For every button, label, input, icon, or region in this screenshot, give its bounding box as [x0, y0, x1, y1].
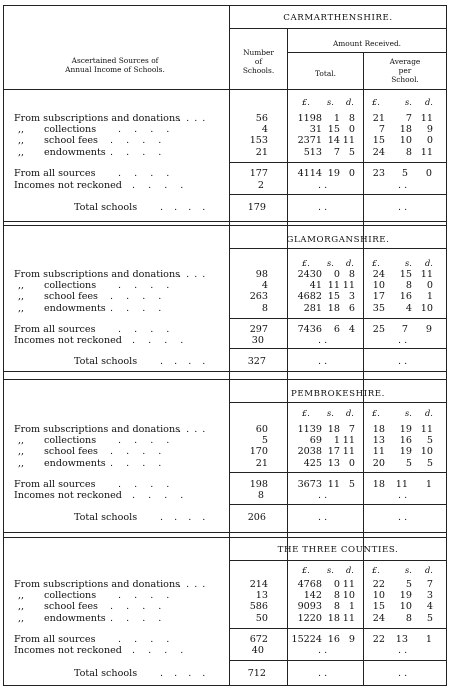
average-pounds: 10	[372, 280, 385, 292]
total-pence: 5	[348, 146, 355, 158]
total-schools: 206	[247, 512, 266, 523]
number-of-schools: 177	[249, 168, 268, 179]
leader-dots: . . . .	[110, 135, 167, 147]
average-shillings: 4	[405, 302, 412, 314]
county-title: GLAMORGANSHIRE.	[286, 235, 390, 245]
average-pounds: 15	[372, 135, 385, 147]
total-pence: 7	[348, 424, 355, 435]
ditto-mark: ,,	[18, 435, 25, 447]
row-label-fees: school fees	[44, 135, 98, 147]
number-of-schools: 56	[255, 113, 268, 124]
total-shillings: 1	[333, 113, 340, 124]
number-of-schools: 8	[261, 302, 268, 314]
ditto-mark: ,,	[18, 302, 25, 314]
county-end-rule	[3, 221, 447, 222]
number-of-schools: 214	[249, 579, 268, 590]
number-of-schools: 198	[249, 479, 268, 490]
nil-mark: . .	[318, 645, 328, 656]
number-of-schools: 21	[255, 146, 268, 158]
total-pence: 0	[348, 168, 355, 179]
nil-mark: . .	[398, 356, 408, 367]
number-of-schools: 4	[261, 280, 268, 292]
row-label-total-schools: Total schools	[74, 512, 138, 523]
total-shillings: 18	[327, 612, 340, 624]
row-label-endow: endowments	[44, 146, 106, 158]
number-of-schools: 60	[255, 424, 268, 435]
unit-pounds: £.	[302, 565, 310, 575]
ditto-mark: ,,	[18, 457, 25, 469]
total-pounds: 4768	[297, 579, 322, 590]
leader-dots: . . . .	[178, 269, 207, 280]
total-pence: 6	[348, 302, 355, 314]
nil-mark: . .	[318, 356, 328, 367]
average-pounds: 17	[372, 291, 385, 303]
total-shillings: 11	[327, 280, 340, 292]
total-pence: 5	[348, 479, 355, 490]
total-shillings: 13	[327, 457, 340, 469]
rows-rule	[230, 162, 447, 163]
county-top-rule	[3, 225, 447, 226]
total-pounds: 1220	[297, 612, 322, 624]
average-shillings: 11	[395, 479, 408, 490]
average-shillings: 15	[399, 269, 412, 280]
row-label-collections: collections	[44, 590, 97, 602]
row-label-total-schools: Total schools	[74, 668, 138, 679]
total-pounds: 69	[309, 435, 322, 447]
number-of-schools: 21	[255, 457, 268, 469]
average-pence: 0	[425, 168, 432, 179]
total-rule	[230, 348, 447, 349]
number-header-line1: Number	[243, 48, 274, 57]
rows-rule	[230, 318, 447, 319]
unit-shillings: s.	[405, 408, 412, 418]
total-pounds: 281	[303, 302, 322, 314]
nil-mark: . .	[398, 180, 408, 191]
number-of-schools: 170	[249, 446, 268, 458]
total-pence: 0	[348, 457, 355, 469]
nil-mark: . .	[398, 645, 408, 656]
nil-mark: . .	[318, 512, 328, 523]
total-pounds: 1139	[297, 424, 322, 435]
column-header-rule	[3, 89, 447, 90]
leader-dots: . . . .	[110, 291, 167, 303]
leader-dots: . . . .	[110, 612, 167, 624]
leader-dots: . . . .	[118, 590, 175, 602]
average-pence: 10	[420, 302, 433, 314]
total-pounds: 41	[309, 280, 322, 292]
average-pence: 11	[420, 424, 433, 435]
county-title: THE THREE COUNTIES.	[277, 545, 399, 555]
row-label-fees: school fees	[44, 601, 98, 613]
ditto-mark: ,,	[18, 291, 25, 303]
average-pence: 9	[425, 324, 432, 335]
number-of-schools: 5	[261, 435, 268, 447]
row-label-subscriptions: From subscriptions and donations	[14, 113, 181, 124]
total-pence: 11	[342, 280, 355, 292]
average-pence: 5	[426, 457, 433, 469]
leader-dots: . . . .	[160, 512, 210, 523]
ditto-mark: ,,	[18, 124, 25, 136]
amount-received-header: Amount Received.	[332, 39, 402, 48]
number-not-reckoned: 30	[251, 335, 264, 346]
average-shillings: 5	[405, 579, 412, 590]
total-shillings: 8	[333, 601, 340, 613]
number-of-schools: 672	[249, 634, 268, 645]
total-shillings: 1	[333, 435, 340, 447]
county-title: PEMBROKESHIRE.	[290, 389, 386, 399]
unit-pence: d.	[346, 97, 354, 107]
average-pence: 4	[426, 601, 433, 613]
leader-dots: . . . .	[118, 168, 175, 179]
average-pounds: 15	[372, 601, 385, 613]
leader-dots: . . . .	[118, 280, 175, 292]
average-pence: 1	[425, 479, 432, 490]
total-pounds: 513	[303, 146, 322, 158]
ditto-mark: ,,	[18, 612, 25, 624]
average-shillings: 18	[399, 124, 412, 136]
total-pounds: 2371	[297, 135, 322, 147]
row-label-not-reckoned: Incomes not reckoned	[14, 180, 122, 191]
nil-mark: . .	[318, 335, 328, 346]
ditto-mark: ,,	[18, 146, 25, 158]
leader-dots: . . . .	[132, 490, 189, 501]
leader-dots: . . . .	[118, 479, 175, 490]
total-shillings: 0	[333, 269, 340, 280]
row-label-not-reckoned: Incomes not reckoned	[14, 335, 122, 346]
total-pounds: 1198	[297, 113, 322, 124]
average-pounds: 22	[372, 579, 385, 590]
average-shillings: 10	[399, 601, 412, 613]
county-title: CARMARTHENSHIRE.	[283, 13, 393, 23]
total-shillings: 18	[327, 302, 340, 314]
number-not-reckoned: 8	[257, 490, 264, 501]
average-shillings: 19	[399, 424, 412, 435]
number-not-reckoned: 40	[251, 645, 264, 656]
ditto-mark: ,,	[18, 601, 25, 613]
average-pence: 0	[426, 135, 433, 147]
average-pence: 1	[425, 634, 432, 645]
average-pence: 11	[420, 269, 433, 280]
unit-pounds: £.	[302, 258, 310, 268]
leader-dots: . . . .	[118, 634, 175, 645]
row-label-total-schools: Total schools	[74, 356, 138, 367]
number-of-schools: 98	[255, 269, 268, 280]
average-shillings: 8	[405, 612, 412, 624]
total-pence: 10	[342, 590, 355, 602]
total-schools: 179	[247, 202, 266, 213]
average-shillings: 5	[405, 457, 412, 469]
unit-pounds: £.	[372, 258, 380, 268]
unit-shillings: s.	[327, 408, 334, 418]
average-pence: 5	[426, 612, 433, 624]
leader-dots: . . . .	[160, 356, 210, 367]
unit-shillings: s.	[405, 97, 412, 107]
total-pence: 8	[348, 269, 355, 280]
average-pounds: 20	[372, 457, 385, 469]
total-pounds: 142	[303, 590, 322, 602]
total-shillings: 6	[333, 324, 340, 335]
average-pounds: 18	[372, 424, 385, 435]
ditto-mark: ,,	[18, 446, 25, 458]
average-pence: 3	[426, 590, 433, 602]
total-pence: 11	[342, 579, 355, 590]
sources-header-line1: Ascertained Sources of	[71, 56, 159, 65]
county-top-rule	[3, 379, 447, 380]
number-of-schools: 297	[249, 324, 268, 335]
total-pounds: 7436	[297, 324, 322, 335]
leader-dots: . . . .	[118, 324, 175, 335]
left-rule	[3, 5, 4, 686]
row-label-subscriptions: From subscriptions and donations	[14, 269, 181, 280]
average-pounds: 35	[372, 302, 385, 314]
row-label-fees: school fees	[44, 446, 98, 458]
leader-dots: . . . .	[132, 645, 189, 656]
number-header-line2: of	[254, 57, 263, 66]
total-shillings: 15	[327, 124, 340, 136]
average-header-line3: School.	[391, 75, 419, 84]
leader-dots: . . . .	[132, 180, 189, 191]
unit-pounds: £.	[372, 97, 380, 107]
total-shillings: 0	[333, 579, 340, 590]
average-header-line1: Average	[389, 57, 421, 66]
unit-pounds: £.	[372, 565, 380, 575]
leader-dots: . . . .	[178, 424, 207, 435]
nil-mark: . .	[318, 668, 328, 679]
right-rule	[446, 5, 447, 686]
nil-mark: . .	[398, 335, 408, 346]
average-shillings: 5	[401, 168, 408, 179]
unit-shillings: s.	[405, 565, 412, 575]
total-shillings: 8	[333, 590, 340, 602]
unit-shillings: s.	[327, 565, 334, 575]
unit-pence: d.	[425, 565, 433, 575]
unit-shillings: s.	[327, 97, 334, 107]
number-of-schools: 586	[249, 601, 268, 613]
county-end-rule	[3, 532, 447, 533]
average-header-line2: per	[398, 66, 412, 75]
unit-pounds: £.	[372, 408, 380, 418]
row-label-endow: endowments	[44, 302, 106, 314]
average-shillings: 19	[399, 446, 412, 458]
row-label-subscriptions: From subscriptions and donations	[14, 424, 181, 435]
row-label-collections: collections	[44, 435, 97, 447]
average-shillings: 19	[399, 590, 412, 602]
county-title-rule	[230, 28, 447, 29]
county-title-rule	[230, 248, 447, 249]
leader-dots: . . . .	[118, 435, 175, 447]
total-pence: 11	[342, 435, 355, 447]
average-pence: 10	[420, 446, 433, 458]
average-pounds: 24	[372, 146, 385, 158]
amount-received-rule	[288, 52, 446, 53]
unit-pence: d.	[425, 97, 433, 107]
number-not-reckoned: 2	[257, 180, 264, 191]
average-shillings: 8	[405, 146, 412, 158]
average-pounds: 22	[372, 634, 385, 645]
average-pence: 1	[426, 291, 433, 303]
average-shillings: 7	[405, 113, 412, 124]
number-of-schools: 13	[255, 590, 268, 602]
total-shillings: 16	[327, 634, 340, 645]
total-schools: 712	[247, 668, 266, 679]
row-label-subscriptions: From subscriptions and donations	[14, 579, 181, 590]
average-pence: 11	[420, 146, 433, 158]
total-pence: 8	[348, 113, 355, 124]
total-pence: 1	[348, 601, 355, 613]
number-of-schools: 50	[255, 612, 268, 624]
unit-pounds: £.	[302, 408, 310, 418]
unit-pence: d.	[346, 258, 354, 268]
unit-shillings: s.	[405, 258, 412, 268]
sources-header-line2: Annual Income of Schools.	[65, 65, 165, 74]
number-of-schools: 4	[261, 124, 268, 136]
row-label-not-reckoned: Incomes not reckoned	[14, 645, 122, 656]
total-shillings: 7	[333, 146, 340, 158]
unit-pence: d.	[346, 565, 354, 575]
total-pounds: 425	[303, 457, 322, 469]
ditto-mark: ,,	[18, 280, 25, 292]
total-pence: 11	[342, 612, 355, 624]
total-rule	[230, 194, 447, 195]
total-header: Total.	[315, 69, 336, 78]
leader-dots: . . . .	[160, 668, 210, 679]
ditto-mark: ,,	[18, 135, 25, 147]
nil-mark: . .	[398, 512, 408, 523]
leader-dots: . . . .	[110, 457, 167, 469]
average-pence: 5	[426, 435, 433, 447]
average-shillings: 16	[399, 291, 412, 303]
average-shillings: 13	[395, 634, 408, 645]
total-rule	[230, 660, 447, 661]
total-shillings: 18	[327, 424, 340, 435]
leader-dots: . . . .	[118, 124, 175, 136]
total-schools: 327	[247, 356, 266, 367]
average-divider	[363, 52, 364, 686]
nil-mark: . .	[398, 202, 408, 213]
average-pence: 9	[426, 124, 433, 136]
nil-mark: . .	[318, 202, 328, 213]
average-pounds: 7	[378, 124, 385, 136]
average-pounds: 25	[372, 324, 385, 335]
average-shillings: 16	[399, 435, 412, 447]
top-rule	[3, 5, 447, 6]
row-label-not-reckoned: Incomes not reckoned	[14, 490, 122, 501]
nil-mark: . .	[318, 180, 328, 191]
nil-mark: . .	[398, 490, 408, 501]
average-pounds: 21	[372, 113, 385, 124]
leader-dots: . . . .	[178, 579, 207, 590]
average-pence: 0	[426, 280, 433, 292]
row-label-total-schools: Total schools	[74, 202, 138, 213]
leader-dots: . . . .	[178, 113, 207, 124]
county-end-rule	[3, 371, 447, 372]
total-pounds: 2430	[297, 269, 322, 280]
average-pence: 11	[420, 113, 433, 124]
total-pence: 4	[348, 324, 355, 335]
leader-dots: . . . .	[110, 146, 167, 158]
number-of-schools: 153	[249, 135, 268, 147]
total-pounds: 2038	[297, 446, 322, 458]
row-label-all-sources: From all sources	[14, 479, 96, 490]
row-label-collections: collections	[44, 124, 97, 136]
unit-shillings: s.	[327, 258, 334, 268]
average-pounds: 11	[372, 446, 385, 458]
total-shillings: 11	[327, 479, 340, 490]
nil-mark: . .	[398, 668, 408, 679]
total-pounds: 9093	[297, 601, 322, 613]
bottom-rule	[3, 685, 447, 686]
total-pence: 11	[342, 446, 355, 458]
total-shillings: 15	[327, 291, 340, 303]
rows-rule	[230, 472, 447, 473]
ditto-mark: ,,	[18, 590, 25, 602]
nil-mark: . .	[318, 490, 328, 501]
row-label-fees: school fees	[44, 291, 98, 303]
total-pounds: 31	[309, 124, 322, 136]
total-shillings: 19	[327, 168, 340, 179]
total-pounds: 3673	[297, 479, 322, 490]
total-pence: 11	[342, 135, 355, 147]
unit-pounds: £.	[302, 97, 310, 107]
leader-dots: . . . .	[110, 601, 167, 613]
average-pounds: 24	[372, 612, 385, 624]
average-pence: 7	[426, 579, 433, 590]
rows-rule	[230, 628, 447, 629]
average-shillings: 8	[405, 280, 412, 292]
leader-dots: . . . .	[160, 202, 210, 213]
total-pounds: 4114	[297, 168, 322, 179]
total-pence: 0	[348, 124, 355, 136]
unit-pence: d.	[425, 408, 433, 418]
average-pounds: 23	[372, 168, 385, 179]
average-pounds: 18	[372, 479, 385, 490]
row-label-endow: endowments	[44, 457, 106, 469]
total-pounds: 15224	[291, 634, 322, 645]
leader-dots: . . . .	[110, 302, 167, 314]
total-pence: 9	[348, 634, 355, 645]
average-shillings: 10	[399, 135, 412, 147]
row-label-all-sources: From all sources	[14, 168, 96, 179]
total-shillings: 14	[327, 135, 340, 147]
county-title-rule	[230, 402, 447, 403]
total-pence: 3	[348, 291, 355, 303]
total-shillings: 17	[327, 446, 340, 458]
average-pounds: 10	[372, 590, 385, 602]
leader-dots: . . . .	[132, 335, 189, 346]
unit-pence: d.	[425, 258, 433, 268]
average-pounds: 13	[372, 435, 385, 447]
row-label-all-sources: From all sources	[14, 634, 96, 645]
total-rule	[230, 504, 447, 505]
county-top-rule	[3, 537, 447, 538]
row-label-all-sources: From all sources	[14, 324, 96, 335]
unit-pence: d.	[346, 408, 354, 418]
average-pounds: 24	[372, 269, 385, 280]
number-of-schools: 263	[249, 291, 268, 303]
leader-dots: . . . .	[110, 446, 167, 458]
row-label-collections: collections	[44, 280, 97, 292]
total-pounds: 4682	[297, 291, 322, 303]
average-shillings: 7	[401, 324, 408, 335]
row-label-endow: endowments	[44, 612, 106, 624]
county-title-rule	[230, 560, 447, 561]
number-header-line3: Schools.	[242, 66, 275, 75]
